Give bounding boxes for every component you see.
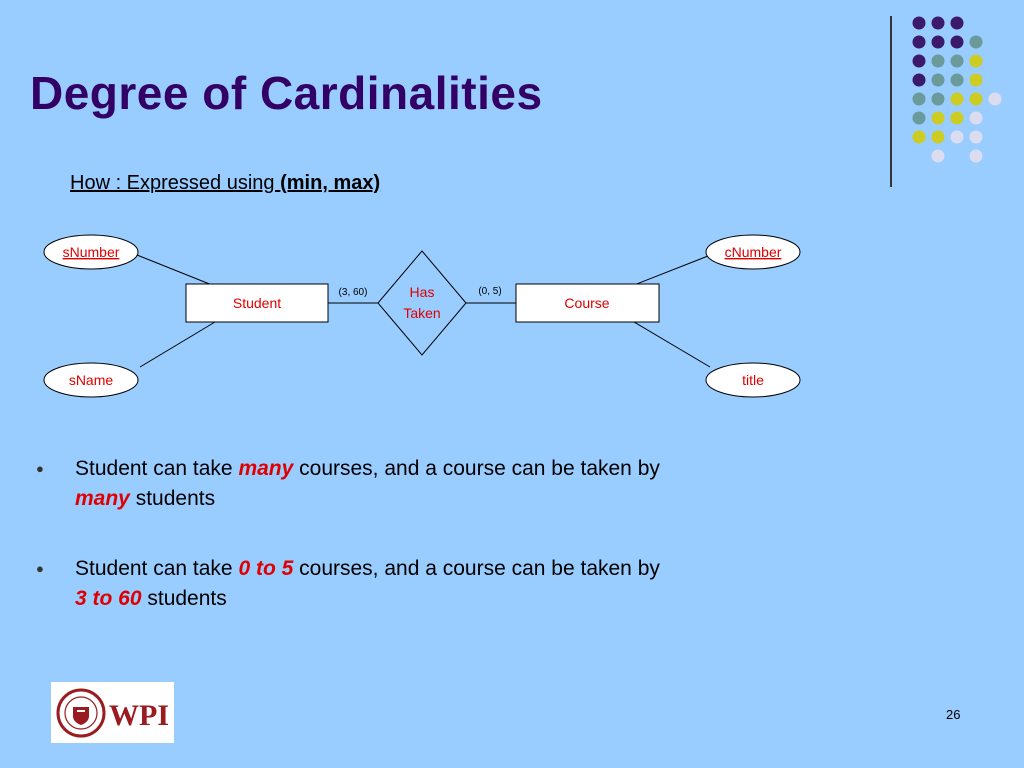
bullet-text: students (129, 487, 216, 510)
relationship-has-taken (378, 251, 466, 355)
bullet-item (36, 454, 856, 514)
attribute-cnumber-label: cNumber (724, 244, 782, 260)
attribute-sname-label: sName (68, 372, 114, 388)
relationship-label-line1: Has (409, 284, 435, 300)
svg-text:WPI: WPI (109, 699, 169, 732)
connector-snumber (137, 255, 212, 285)
cardinality-left: (3, 60) (338, 287, 368, 298)
subtitle-text: How : Expressed using (70, 172, 281, 194)
bullet-text: courses, and a course can be taken by (293, 557, 660, 580)
attribute-title-label: title (742, 372, 764, 388)
attribute-snumber-label: sNumber (62, 244, 120, 260)
entity-student-label: Student (232, 295, 282, 311)
relationship-label-line2: Taken (403, 305, 441, 321)
entity-course-label: Course (564, 295, 610, 311)
bullet-list (36, 454, 856, 654)
bullet-text: students (141, 587, 227, 610)
cardinality-right: (0, 5) (478, 286, 502, 297)
slide-title: Degree of Cardinalities (30, 67, 543, 119)
wpi-logo-mark (51, 682, 174, 743)
bullet-emphasis: many (75, 487, 130, 510)
wpi-logo (51, 682, 174, 743)
bullet-text: courses, and a course can be taken by (293, 457, 660, 480)
bullet-item (36, 554, 856, 614)
connector-title (634, 322, 710, 367)
page-number: 26 (946, 707, 961, 722)
connector-sname (140, 322, 215, 367)
subtitle-bold: (min, max) (280, 172, 381, 194)
bullet-emphasis: 0 to 5 (238, 557, 294, 580)
bullet-emphasis: many (238, 457, 294, 480)
bullet-text: Student can take (75, 557, 239, 580)
bullet-emphasis: 3 to 60 (75, 587, 142, 610)
bullet-text: Student can take (75, 457, 239, 480)
connector-cnumber (634, 256, 708, 285)
